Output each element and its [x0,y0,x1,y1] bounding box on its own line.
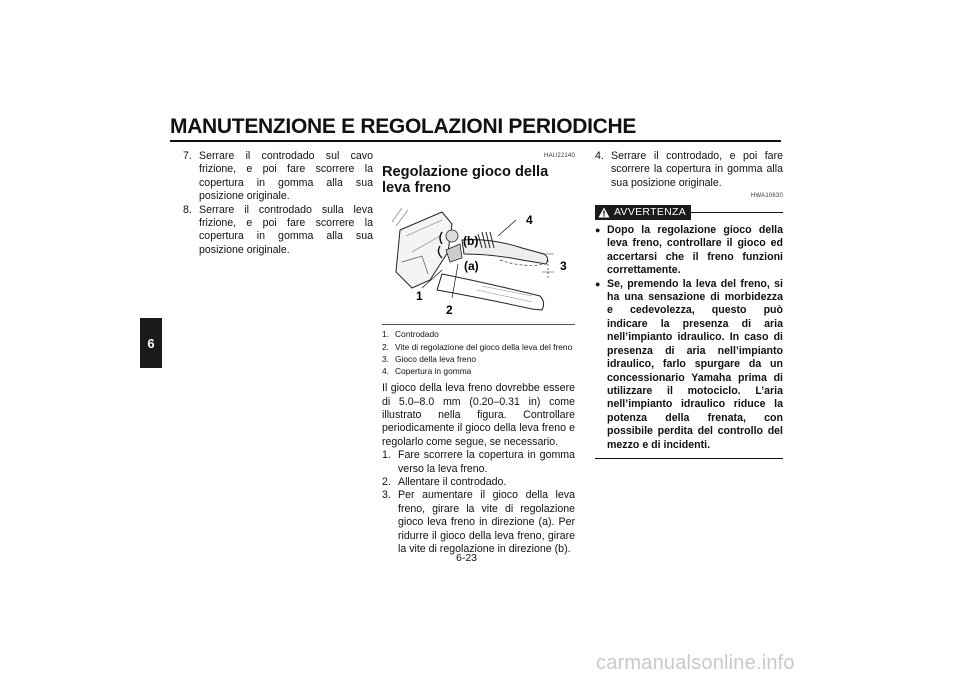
label-b: (b) [463,234,479,249]
step-number: 3. [382,489,391,502]
page-title: MANUTENZIONE E REGOLAZIONI PERIODICHE [170,115,637,138]
caption-number: 2. [382,341,389,352]
step-number: 4. [595,150,604,162]
label-1: 1 [416,289,423,304]
right-column [595,150,783,459]
step-item [183,204,373,258]
figure-captions [382,329,575,376]
step-text: Serrare il controdado, e poi fare scorrere la copertura in gomma alla sua posizione originale. [611,150,783,189]
caption-rule [382,324,575,325]
bullet-icon: ● [595,278,601,289]
label-2: 2 [446,303,453,318]
label-3: 3 [560,259,567,274]
free-play-paragraph: Il gioco della leva freno dovrebbe essere di 5.0–8.0 mm (0.20–0.31 in) come illustrato nella figura. Controllare periodicamente il gioco della leva freno e regolarlo come segue, se necessario. [382,382,575,448]
brake-lever-illustration [382,202,575,320]
page-number: 6-23 [456,552,478,564]
caption-item [382,366,575,376]
step-text: Allentare il controdado. [398,476,507,489]
step-item [183,150,373,204]
warning-badge [595,205,691,220]
warning-header [595,205,783,220]
step-number: 7. [183,150,192,162]
middle-steps [382,449,575,556]
label-a: (a) [464,259,479,274]
brake-lever-figure [382,202,575,320]
step-text: Fare scorrere la copertura in gomma verso la leva freno. [398,449,575,475]
step-text: Serrare il controdado sul cavo frizione, e poi fare scorrere la copertura in gomma alla sua posizione originale. [199,150,373,203]
title-rule [170,140,781,142]
warning-triangle-icon [598,207,610,218]
caption-number: 1. [382,329,389,340]
warning-item [595,278,783,452]
chapter-tab: 6 [140,318,162,368]
step-item [382,489,575,556]
caption-item [382,342,575,352]
caption-text: Gioco della leva freno [395,353,477,364]
left-steps [183,150,373,257]
step-number: 2. [382,476,391,489]
step-item [382,476,575,489]
caption-item [382,354,575,364]
warning-text: Dopo la regolazione gioco della leva freno, controllare il gioco ed accertarsi che il freno funzioni correttamente. [607,224,783,277]
warning-end-rule [595,458,783,460]
label-4: 4 [526,213,533,228]
right-steps [595,150,783,190]
caption-item [382,329,575,339]
step-item [595,150,783,190]
caption-text: Copertura in gomma [395,366,472,377]
caption-number: 4. [382,366,389,377]
section-heading: Regolazione gioco della leva freno [382,164,549,197]
warning-text: Se, premendo la leva del freno, si ha una sensazione di morbidezza e cedevolezza, questo può indicare la presenza di aria nell’impianto idraulico. In caso di presenza di aria nell’impianto idraulico, farlo spurgare da un concessionario Yamaha prima di utilizzare il motociclo. L’aria nell’impianto idraulico riduce la potenza della frenata, con possibile perdita del controllo del mezzo e di incidenti. [607,277,783,451]
step-text: Per aumentare il gioco della leva freno, girare la vite di regolazione gioco leva freno in direzione (a). Per ridurre il gioco della leva freno, girare la vite di regolazione in direzione (b). [398,489,575,556]
warning-label: AVVERTENZA [614,205,687,218]
caption-number: 3. [382,353,389,364]
left-column [183,150,373,257]
step-number: 1. [382,449,391,462]
step-text: Serrare il controdado sulla leva frizione, e poi fare scorrere la copertura in gomma alla sua posizione originale. [199,203,373,256]
step-item [382,449,575,476]
step-number: 8. [183,203,192,216]
caption-text: Controdado [395,329,439,340]
warning-item [595,224,783,278]
middle-column [382,150,575,557]
section-code: HAU22140 [544,153,575,159]
watermark: carmanualsonline.info [596,652,795,674]
warning-code: HWA10630 [750,193,783,200]
warning-rule [691,212,783,213]
caption-text: Vite di regolazione del gioco della leva del freno [395,341,573,352]
warning-list [595,224,783,452]
bullet-icon: ● [595,225,601,236]
